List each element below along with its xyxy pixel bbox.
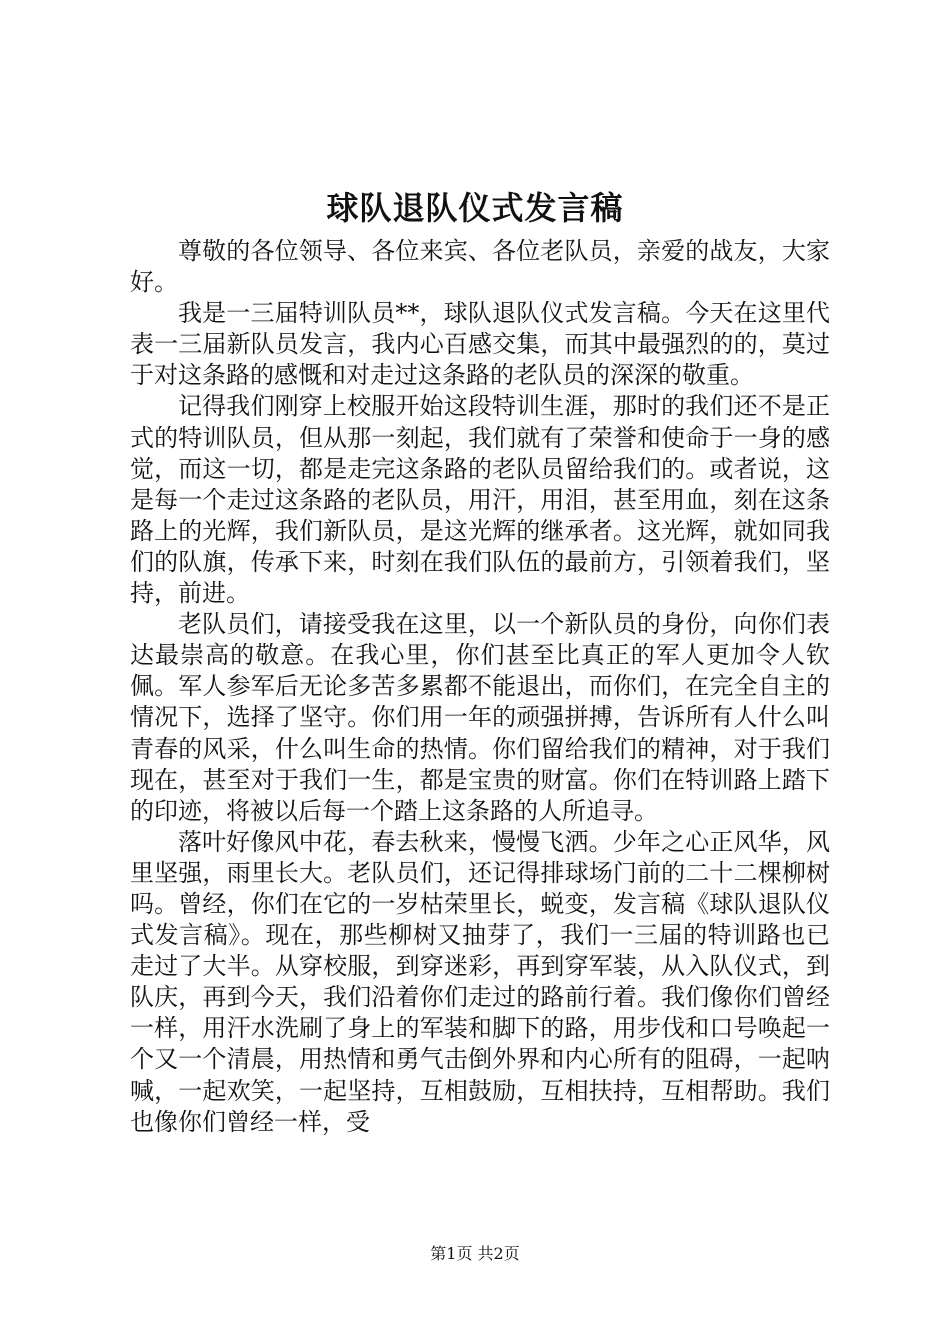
paragraph-tribute: 老队员们，请接受我在这里，以一个新队员的身份，向你们表达最崇高的敬意。在我心里，你们甚至比真正的军人更加令人钦佩。军人参军后无论多苦多累都不能退出，而你们，在完全自主的情况下，选择了坚守。你们用一年的顽强拼搏，告诉所有人什么叫青春的风采，什么叫生命的热情。你们留给我们的精神，对于我们现在，甚至对于我们一生，都是宝贵的财富。你们在特训路上踏下的印迹，将被以后每一个踏上这条路的人所追寻。 [130,610,830,825]
document-body [130,236,830,1138]
paragraph-memories: 记得我们刚穿上校服开始这段特训生涯，那时的我们还不是正式的特训队员，但从那一刻起，我们就有了荣誉和使命于一身的感觉，而这一切，都是走完这条路的老队员留给我们的。或者说，这是每一个走过这条路的老队员，用汗，用泪，甚至用血，刻在这条路上的光辉，我们新队员，是这光辉的继承者。这光辉，就如同我们的队旗，传承下来，时刻在我们队伍的最前方，引领着我们，坚持，前进。 [130,392,830,608]
page-number-footer: 第1页 共2页 [430,1244,520,1263]
document-title: 球队退队仪式发言稿 [326,189,624,227]
paragraph-willow-trees: 落叶好像风中花，春去秋来，慢慢飞洒。少年之心正风华，风里坚强，雨里长大。老队员们，还记得排球场门前的二十二棵柳树吗。曾经，你们在它的一岁枯荣里长，蜕变，发言稿《球队退队仪式发言稿》。现在，那些柳树又抽芽了，我们一三届的特训路也已走过了大半。从穿校服，到穿迷彩，再到穿军装，从入队仪式，到队庆，再到今天，我们沿着你们走过的路前行着。我们像你们曾经一样，用汗水洗刷了身上的军装和脚下的路，用步伐和口号唤起一个又一个清晨，用热情和勇气击倒外界和内心所有的阻碍，一起呐喊，一起欢笑，一起坚持，互相鼓励，互相扶持，互相帮助。我们也像你们曾经一样，受 [130,827,830,1136]
paragraph-introduction: 我是一三届特训队员**，球队退队仪式发言稿。今天在这里代表一三届新队员发言，我内心百感交集，而其中最强烈的的，莫过于对这条路的感慨和对走过这条路的老队员的深深的敬重。 [130,299,830,390]
paragraph-greeting: 尊敬的各位领导、各位来宾、各位老队员，亲爱的战友，大家好。 [130,237,830,297]
